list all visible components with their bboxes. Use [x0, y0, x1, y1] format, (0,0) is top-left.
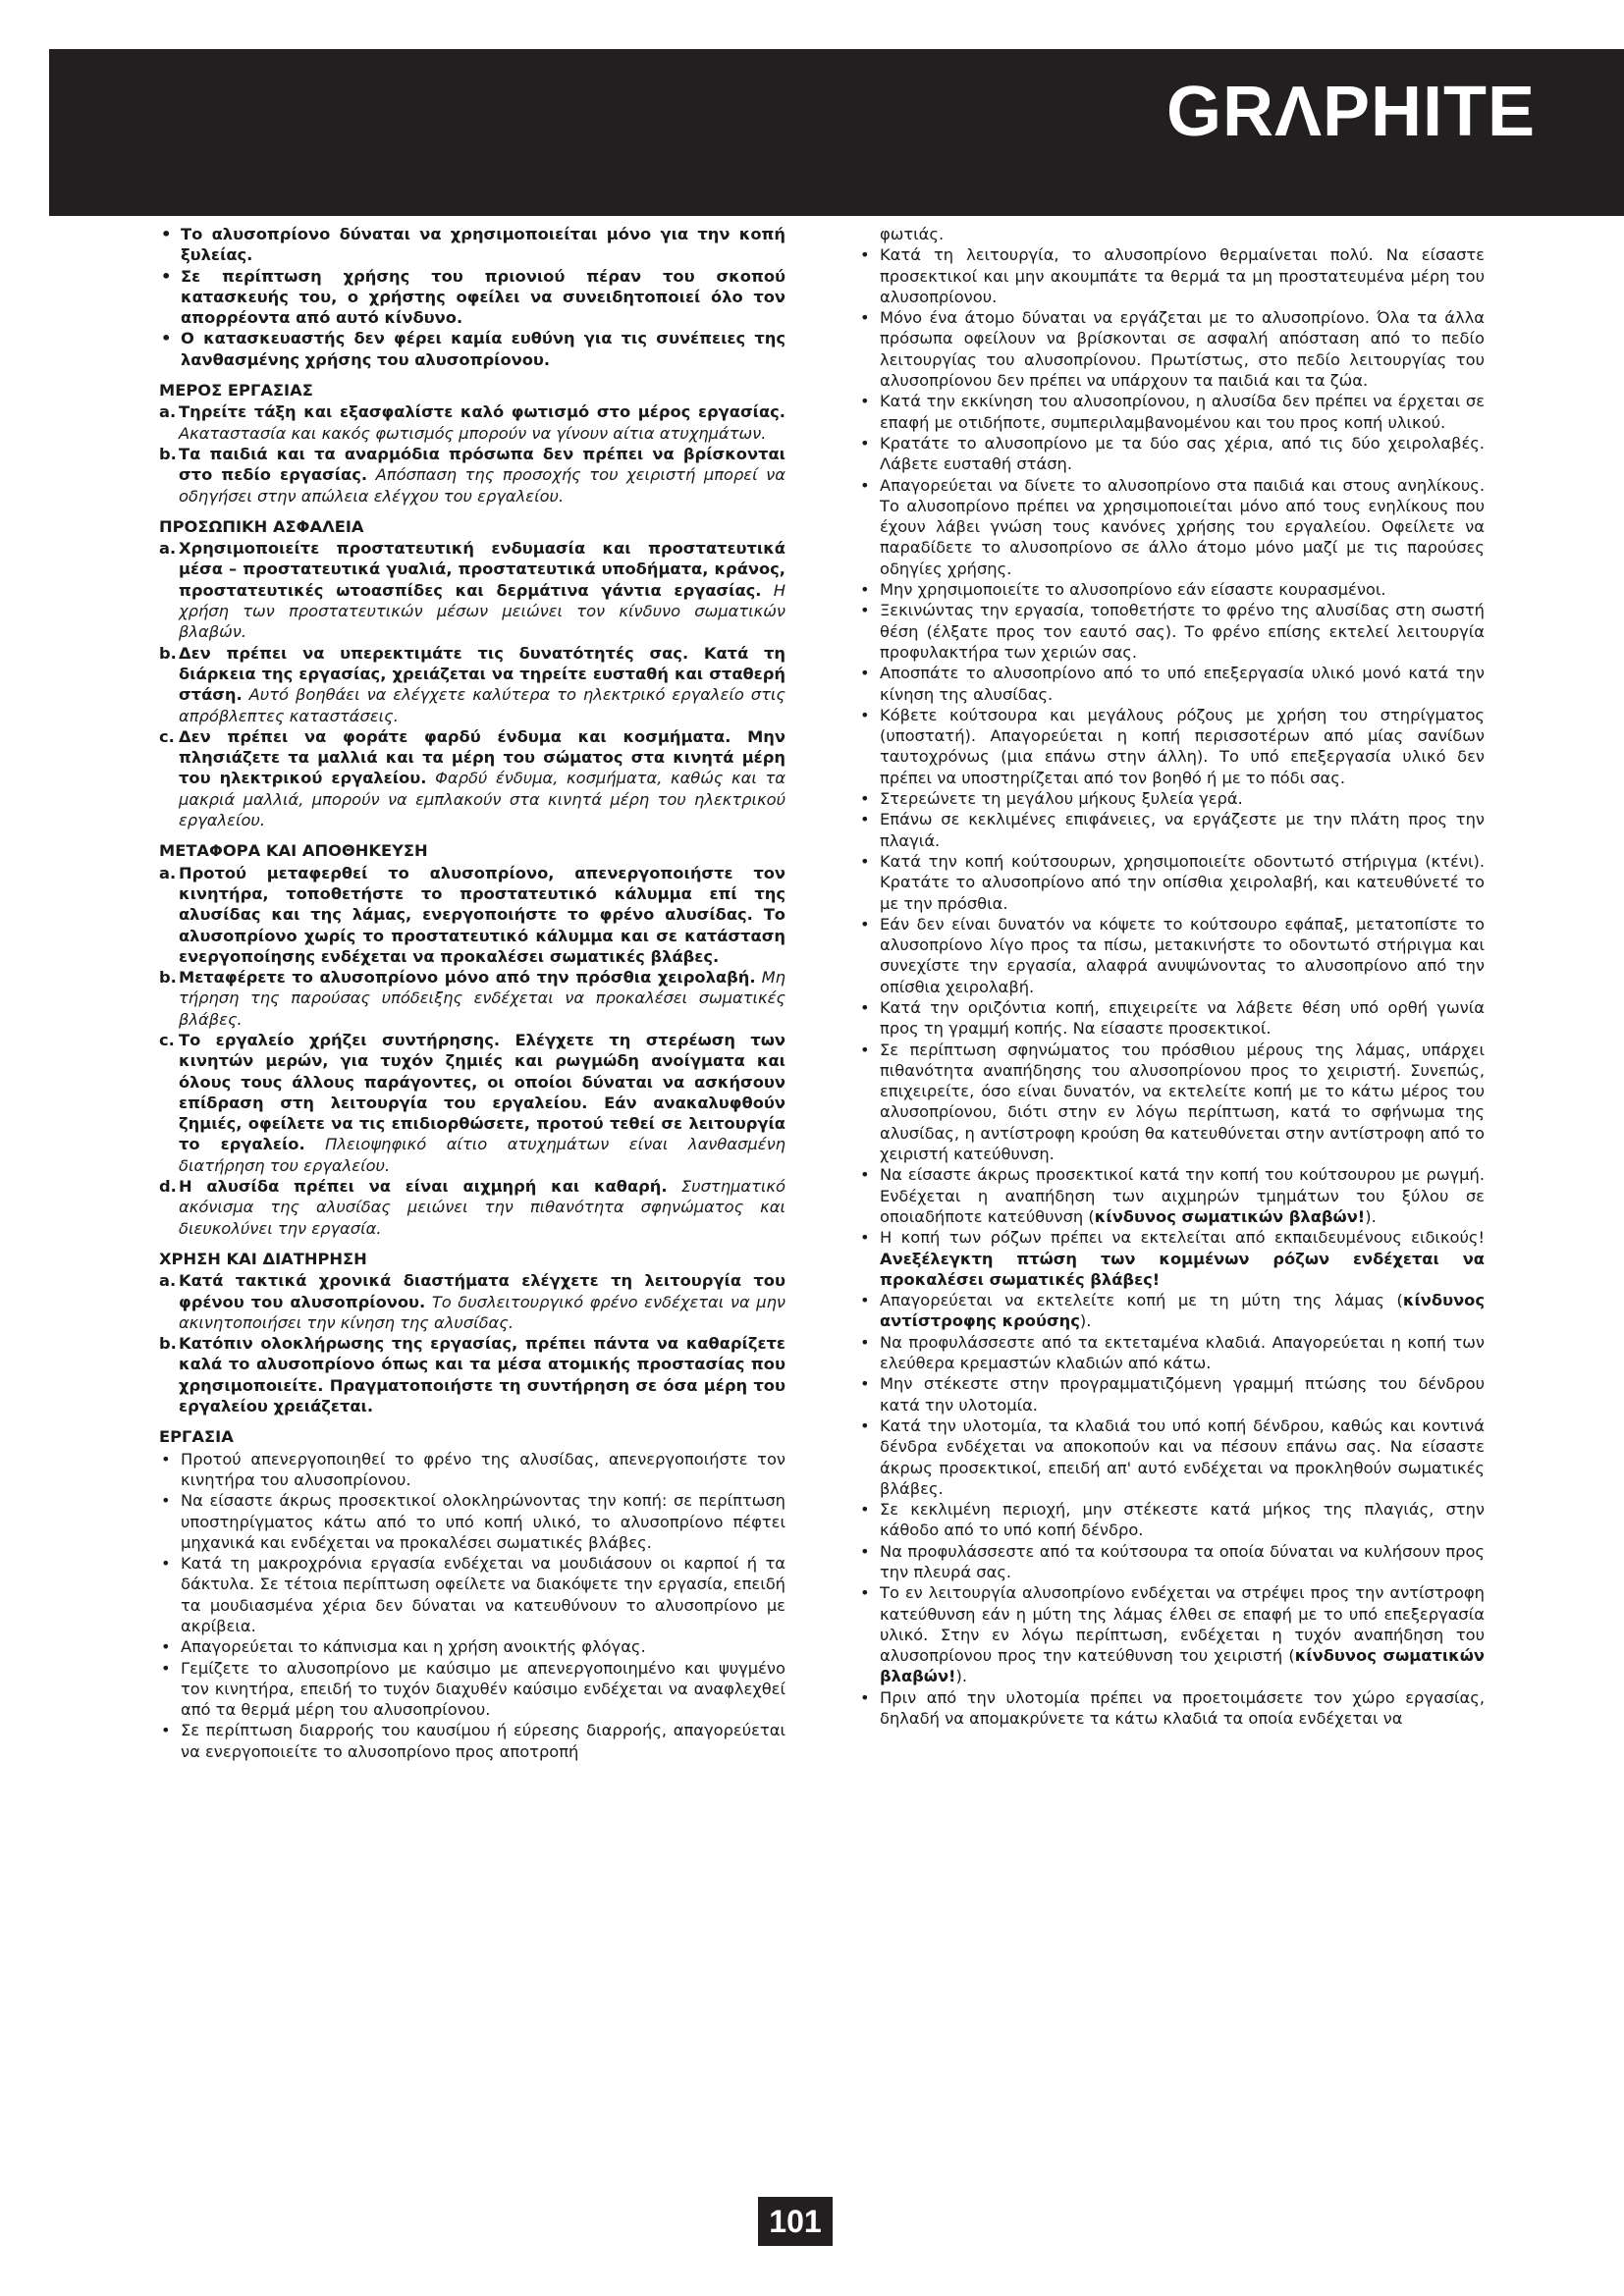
list-item: • Η κοπή των ρόζων πρέπει να εκτελείται από εκπαιδευμένους ειδικούς! Ανεξέλεγκτη πτώση των κομμένων ρόζων ενδέχεται να προκαλέσει σωματικές βλάβες! [860, 1228, 1485, 1289]
section-heading: ΧΡΗΣΗ ΚΑΙ ΔΙΑΤΗΡΗΣΗ [159, 1249, 367, 1268]
list-item: • Μην στέκεστε στην προγραμματιζόμενη γραμμή πτώσης του δένδρου κατά την υλοτομία. [860, 1374, 1485, 1415]
list-item: • Να προφυλάσσεστε από τα κούτσουρα τα οποία δύναται να κυλήσουν προς την πλευρά σας. [860, 1541, 1485, 1581]
list-item: • Κατά την εκκίνηση του αλυσοπρίονου, η αλυσίδα δεν πρέπει να έρχεται σε επαφή με οτιδήποτε, συμπεριλαμβανομένου και του προς κοπή υλικού. [860, 392, 1485, 432]
list-item: c. Το εργαλείο χρήζει συντήρησης. Ελέγχετε τη στερέωση των κινητών μερών, για τυχόν ζημιές και ρωγμώδη ανοίγματα και όλους τους άλλους παράγοντες, οι οποίοι δύναται να ασκήσουν επίδραση στη λειτουργία του εργαλείου. Εάν ανακαλυφθούν ζημιές, οφείλετε να τις επιδιορθώσετε, προτού τεθεί σε λειτουργία το εργαλείο. Πλειοψηφικό αίτιο ατυχημάτων είναι λανθασμένη διατήρηση του εργαλείου. [159, 1030, 785, 1175]
list-item: • Ξεκινώντας την εργασία, τοποθετήστε το φρένο της αλυσίδας στη σωστή θέση (έλξατε προς τον εαυτό σας). Το φρένο επίσης εκτελεί λειτουργία προφυλακτήρα των χεριών σας. [860, 601, 1485, 662]
list-item: b. Τα παιδιά και τα αναρμόδια πρόσωπα δεν πρέπει να βρίσκονται στο πεδίο εργασίας. Απόσπαση της προσοχής του χειριστή μπορεί να οδηγήσει στην απώλεια ελέγχου του εργαλείου. [159, 444, 786, 506]
page-number: 101 [758, 2197, 833, 2246]
list-item: • Κατά την οριζόντια κοπή, επιχειρείτε να λάβετε θέση υπό ορθή γωνία προς τη γραμμή κοπής. Να είσαστε προσεκτικοί. [860, 997, 1485, 1039]
list-item: • Μην χρησιμοποιείτε το αλυσοπρίονο εάν είσαστε κουρασμένοι. [860, 580, 1386, 600]
list-item: • Να είσαστε άκρως προσεκτικοί ολοκληρώνοντας την κοπή: σε περίπτωση υποστηρίγματος κάτω από το υπό κοπή υλικό, το αλυσοπρίονο πέφτει μηχανικά και ενδέχεται να προκαλέσει σωματικές βλάβες. [161, 1491, 785, 1552]
list-item: • Σε περίπτωση διαρροής του καυσίμου ή εύρεσης διαρροής, απαγορεύεται να ενεργοποιείτε το αλυσοπρίονο προς αποτροπή [161, 1721, 785, 1761]
list-item: • Εάν δεν είναι δυνατόν να κόψετε το κούτσουρο εφάπαξ, μετατοπίστε το αλυσοπρίονο λίγο προς τα πίσω, μετακινήστε το οδοντωτό στήριγμα και συνεχίστε την εργασία, αλαφρά ανυψώνοντας το αλυσοπρίονο από την οπίσθια χειρολαβή. [860, 914, 1485, 996]
list-item: • Κατά τη μακροχρόνια εργασία ενδέχεται να μουδιάσουν οι καρποί ή τα δάκτυλα. Σε τέτοια περίπτωση οφείλετε να διακόψετε την εργασία, επειδή τα μουδιασμένα χέρια δεν δύναται να κατευθύνουν το αλυσοπρίονο με ακρίβεια. [161, 1554, 785, 1635]
list-item: • Επάνω σε κεκλιμένες επιφάνειες, να εργάζεστε με την πλάτη προς την πλαγιά. [860, 810, 1485, 850]
list-item: b. Δεν πρέπει να υπερεκτιμάτε τις δυνατότητές σας. Κατά τη διάρκεια της εργασίας, χρειάζεται να τηρείτε ευσταθή και σταθερή στάση. Αυτό βοηθάει να ελέγχετε καλύτερα το ηλεκτρικό εργαλείο στις απρόβλεπτες καταστάσεις. [159, 643, 785, 725]
list-item: a. Χρησιμοποιείτε προστατευτική ενδυμασία και προστατευτικά μέσα – προστατευτικά γυαλιά, προστατευτικά υποδήματα, κράνος, προστατευτικές ωτοασπίδες και δερμάτινα γάντια εργασίας. Η χρήση των προστατευτικών μέσων μειώνει τον κίνδυνο σωματικών βλαβών. [159, 539, 785, 642]
list-item: φωτιάς. [880, 225, 945, 243]
list-item: • Γεμίζετε το αλυσοπρίονο με καύσιμο με απενεργοποιημένο και ψυγμένο τον κινητήρα, επειδή το τυχόν διαχυθέν καύσιμο ενδέχεται να αναφλεχθεί από τα θερμά μέρη του αλυσοπρίονου. [161, 1658, 785, 1720]
section-heading: ΜΕΤΑΦΟΡΑ ΚΑΙ ΑΠΟΘΗΚΕΥΣΗ [159, 841, 428, 861]
list-item: • Σε κεκλιμένη περιοχή, μην στέκεστε κατά μήκος της πλαγιάς, στην κάθοδο από το υπό κοπή δένδρο. [860, 1500, 1485, 1540]
list-item: • Προτού απενεργοποιηθεί το φρένο της αλυσίδας, απενεργοποιήστε τον κινητήρα του αλυσοπρίονου. [161, 1449, 785, 1489]
list-item: • Απαγορεύεται να εκτελείτε κοπή με τη μύτη της λάμας (κίνδυνος αντίστροφης κρούσης). [860, 1291, 1485, 1331]
list-item: a. Τηρείτε τάξη και εξασφαλίστε καλό φωτισμό στο μέρος εργασίας. Ακαταστασία και κακός φωτισμός μπορούν να γίνουν αίτια ατυχημάτων. [159, 402, 785, 443]
list-item: • Κατά την υλοτομία, τα κλαδιά του υπό κοπή δένδρου, καθώς και κοντινά δένδρα ενδέχεται να αποκοπούν και να πέσουν επάνω σας. Να είσαστε άκρως προσεκτικοί, επειδή απ' αυτό ενδέχεται να προκληθούν σωματικές βλάβες. [860, 1415, 1485, 1498]
list-item: • Να είσαστε άκρως προσεκτικοί κατά την κοπή του κούτσουρου με ρωγμή. Ενδέχεται η αναπήδηση των αιχμηρών τμημάτων του ξύλου σε οποιαδήποτε κατεύθυνση (κίνδυνος σωματικών βλαβών!). [860, 1165, 1485, 1226]
right-column [858, 224, 1485, 1729]
list-item: • Κόβετε κούτσουρα και μεγάλους ρόζους με χρήση του στηρίγματος (υποστατή). Απαγορεύεται η κοπή περισσοτέρων από μίας σανίδων ταυτοχρόνως (μια επάνω στην άλλη). Το υπό επεξεργασία υλικό δεν πρέπει να υποστηρίζεται από τον βοηθό ή με το πόδι σας. [860, 705, 1485, 787]
list-item: d. Η αλυσίδα πρέπει να είναι αιχμηρή και καθαρή. Συστηματικό ακόνισμα της αλυσίδας μειώνει την πιθανότητα σφηνώματος και διευκολύνει την εργασία. [159, 1177, 785, 1238]
list-item: c. Δεν πρέπει να φοράτε φαρδύ ένδυμα και κοσμήματα. Μην πλησιάζετε τα μαλλιά και τα μέρη του σώματος στα κινητά μέρη του ηλεκτρικού εργαλείου. Φαρδύ ένδυμα, κοσμήματα, καθώς και τα μακριά μαλλιά, μπορούν να εμπλακούν στα κινητά μέρη του ηλεκτρικού εργαλείου. [159, 726, 786, 830]
list-item: a. Κατά τακτικά χρονικά διαστήματα ελέγχετε τη λειτουργία του φρένου του αλυσοπρίονου. Το δυσλειτουργικό φρένο ενδέχεται να μην ακινητοποιήσει την κίνηση της αλυσίδας. [159, 1271, 785, 1332]
list-item: • Σε περίπτωση σφηνώματος του πρόσθιου μέρους της λάμας, υπάρχει πιθανότητα αναπήδησης του αλυσοπρίονου προς το χειριστή. Συνεπώς, επιχειρείτε, όσο είναι δυνατόν, να εκτελείτε κοπή με το κάτω μέρος του αλυσοπρίονου, διότι στην εν λόγω περίπτωση, κατά το σφήνωμα της αλυσίδας, η αντίστροφη κρούση θα κατευθύνεται στην αντίστροφη από το χειριστή κατεύθυνση. [860, 1040, 1485, 1164]
section-heading: ΜΕΡΟΣ ΕΡΓΑΣΙΑΣ [159, 381, 313, 400]
list-item: • Το αλυσοπρίονο δύναται να χρησιμοποιείται μόνο για την κοπή ξυλείας. [161, 225, 785, 265]
left-column [159, 224, 785, 1762]
list-item: • Κατά την κοπή κούτσουρων, χρησιμοποιείτε οδοντωτό στήριγμα (κτένι). Κρατάτε το αλυσοπρίονο από την οπίσθια χειρολαβή, και κατευθύνετέ το με την πρόσθια. [860, 851, 1485, 913]
list-item: • Πριν από την υλοτομία πρέπει να προετοιμάσετε τον χώρο εργασίας, δηλαδή να απομακρύνετε τα κάτω κλαδιά τα οποία ενδέχεται να [860, 1687, 1485, 1729]
list-item: • Μόνο ένα άτομο δύναται να εργάζεται με το αλυσοπρίονο. Όλα τα άλλα πρόσωπα οφείλουν να βρίσκονται σε ασφαλή απόσταση από το πεδίο λειτουργίας του αλυσοπρίονου. Πρωτίστως, στο πεδίο λειτουργίας του αλυσοπρίονου δεν πρέπει να υπάρχουν τα παιδιά και τα ζώα. [860, 308, 1485, 391]
list-item: • Να προφυλάσσεστε από τα εκτεταμένα κλαδιά. Απαγορεύεται η κοπή των ελεύθερα κρεμαστών κλαδιών από κάτω. [860, 1332, 1485, 1373]
list-item: • Αποσπάτε το αλυσοπρίονο από το υπό επεξεργασία υλικό μονό κατά την κίνηση της αλυσίδας. [860, 664, 1485, 704]
list-item: • Απαγορεύεται να δίνετε το αλυσοπρίονο στα παιδιά και στους ανηλίκους. Το αλυσοπρίονο πρέπει να χρησιμοποιείται μόνο από τους ενηλίκους που έχουν λάβει γνώση τους κανόνες χρήσης του εργαλείου. Οφείλετε να παραδίδετε το αλυσοπρίονο σε άλλο άτομο μόνο μαζί με τις παρούσες οδηγίες χρήσης. [860, 475, 1485, 578]
brand-logo: GRΛPHITE [1165, 73, 1536, 151]
list-item: • Σε περίπτωση χρήσης του πριονιού πέραν του σκοπού κατασκευής του, ο χρήστης οφείλει να συνειδητοποιεί όλο τον απορρέοντα από αυτό κίνδυνο. [161, 266, 785, 328]
section-heading: ΕΡΓΑΣΙΑ [159, 1427, 234, 1447]
list-item: • Απαγορεύεται το κάπνισμα και η χρήση ανοικτής φλόγας. [161, 1637, 646, 1657]
list-item: • Το εν λειτουργία αλυσοπρίονο ενδέχεται να στρέψει προς την αντίστροφη κατεύθυνση εάν η μύτη της λάμας έλθει σε επαφή με το υπό επεξεργασία υλικό. Στην εν λόγω περίπτωση, ενδέχεται η τυχόν αναπήδηση του αλυσοπρίονου προς την κατεύθυνση του χειριστή (κίνδυνος σωματικών βλαβών!). [860, 1583, 1485, 1686]
list-item: b. Κατόπιν ολοκλήρωσης της εργασίας, πρέπει πάντα να καθαρίζετε καλά το αλυσοπρίονο όπως και τα μέσα ατομικής προστασίας που χρησιμοποιείτε. Πραγματοποιήστε τη συντήρηση σε όσα μέρη του εργαλείου χρειάζεται. [159, 1334, 785, 1416]
list-item: a. Προτού μεταφερθεί το αλυσοπρίονο, απενεργοποιήστε τον κινητήρα, τοποθετήστε το προστατευτικό κάλυμμα επί της αλυσίδας και της λάμας, ενεργοποιήστε το φρένο αλυσίδας. Το αλυσοπρίονο χωρίς το προστατευτικό κάλυμμα και σε κατάσταση ενεργοποίησης ενδέχεται να προκαλέσει σωματικές βλάβες. [159, 863, 785, 966]
section-heading: ΠΡΟΣΩΠΙΚΗ ΑΣΦΑΛΕΙΑ [159, 516, 364, 536]
list-item: • Στερεώνετε τη μεγάλου μήκους ξυλεία γερά. [860, 789, 1243, 809]
list-item: • Κρατάτε το αλυσοπρίονο με τα δύο σας χέρια, από τις δύο χειρολαβές. Λάβετε ευσταθή στάση. [860, 433, 1485, 474]
list-item: b. Μεταφέρετε το αλυσοπρίονο μόνο από την πρόσθια χειρολαβή. Μη τήρηση της παρούσας υπόδειξης ενδέχεται να προκαλέσει σωματικές βλάβες. [159, 968, 785, 1029]
list-item: • Κατά τη λειτουργία, το αλυσοπρίονο θερμαίνεται πολύ. Να είσαστε προσεκτικοί και μην ακουμπάτε τα θερμά τα μη προστατευμένα μέρη του αλυσοπρίονου. [860, 245, 1485, 306]
list-item: • Ο κατασκευαστής δεν φέρει καμία ευθύνη για τις συνέπειες της λανθασμένης χρήσης του αλυσοπρίονου. [161, 329, 785, 369]
